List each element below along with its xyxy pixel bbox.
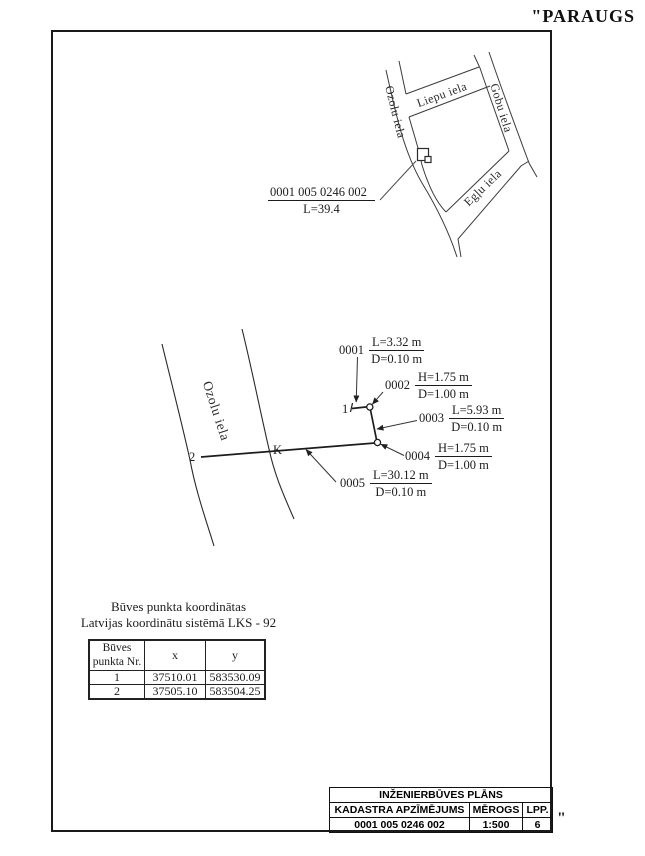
annotation-code: 0005 bbox=[340, 476, 365, 490]
point-1-tick bbox=[351, 403, 353, 412]
cell-x: 37510.01 bbox=[145, 671, 206, 685]
annotation-diameter: D=0.10 m bbox=[371, 352, 423, 366]
cell-y: 583530.09 bbox=[206, 671, 266, 685]
annotation-diameter: D=0.10 m bbox=[451, 420, 503, 434]
header-x: x bbox=[145, 640, 206, 671]
parcel-cadastre-code: 0001 005 0246 002 bbox=[268, 185, 375, 201]
header-kadastra-apzimejums: KADASTRA APZĪMĒJUMS bbox=[330, 803, 470, 818]
block-left-edge bbox=[409, 117, 446, 212]
annotation-height: H=1.75 m bbox=[435, 441, 492, 457]
street-label-eglu: Egļu iela bbox=[461, 166, 505, 209]
leader-0004 bbox=[381, 444, 404, 455]
annotation-code: 0003 bbox=[419, 411, 444, 425]
annotation-0005 bbox=[340, 468, 432, 499]
watermark-closing-quote: " bbox=[557, 810, 566, 827]
leader-0002 bbox=[372, 392, 383, 404]
annotation-code: 0004 bbox=[405, 449, 430, 463]
header-merogs: MĒROGS bbox=[470, 803, 523, 818]
title-block-title-row bbox=[330, 788, 553, 803]
annotation-0002 bbox=[385, 370, 472, 401]
point-label-2: 2 bbox=[189, 450, 196, 464]
annotation-diameter: D=1.00 m bbox=[418, 387, 469, 401]
street-label-gobu: Gobu iela bbox=[487, 81, 516, 135]
annotation-0003 bbox=[419, 403, 504, 434]
building-annex bbox=[425, 157, 431, 163]
value-merogs: 1:500 bbox=[470, 818, 523, 833]
title-block-header-row bbox=[330, 803, 553, 818]
cell-nr: 1 bbox=[89, 671, 145, 685]
coordinates-table bbox=[88, 639, 266, 700]
value-kadastra-apzimejums: 0001 005 0246 002 bbox=[330, 818, 470, 833]
header-y: y bbox=[206, 640, 266, 671]
parcel-leader-line bbox=[380, 161, 416, 200]
table-row bbox=[89, 685, 265, 700]
pipe-connector-wells bbox=[371, 410, 377, 440]
street-label-ozolu-detail: Ozolu iela bbox=[199, 379, 234, 443]
annotation-length: L=3.32 m bbox=[369, 335, 424, 351]
annotation-code: 0002 bbox=[385, 378, 410, 392]
parcel-label bbox=[268, 185, 375, 217]
table-row bbox=[89, 671, 265, 685]
parcel-length: L=39.4 bbox=[303, 202, 340, 217]
coord-title-line1: Būves punkta koordinātas bbox=[110, 599, 247, 614]
annotation-diameter: D=0.10 m bbox=[375, 485, 427, 499]
cell-y: 583504.25 bbox=[206, 685, 266, 700]
cell-x: 37505.10 bbox=[145, 685, 206, 700]
annotation-diameter: D=1.00 m bbox=[438, 458, 489, 472]
annotation-length: L=5.93 m bbox=[449, 403, 504, 419]
title-block bbox=[329, 787, 553, 833]
annotation-length: L=30.12 m bbox=[370, 468, 432, 484]
pipe-run-2-to-well bbox=[201, 443, 375, 457]
leader-0003 bbox=[377, 421, 417, 430]
annotation-height: H=1.75 m bbox=[415, 370, 472, 386]
table-header-row bbox=[89, 640, 265, 671]
watermark-paraugs: "PARAUGS bbox=[531, 6, 635, 26]
leader-0005 bbox=[306, 450, 336, 483]
coord-table-title bbox=[71, 599, 286, 630]
street-label-liepu: Liepu iela bbox=[414, 79, 469, 111]
header-buves-punkta-nr: Būves punkta Nr. bbox=[89, 640, 145, 671]
coord-title-line2: Latvijas koordinātu sistēmā LKS - 92 bbox=[80, 614, 277, 630]
annotation-0001 bbox=[339, 335, 424, 366]
header-lpp: LPP. bbox=[523, 803, 553, 818]
title-block-value-row bbox=[330, 818, 553, 833]
street-label-ozolu-map: Ozolu iela bbox=[382, 84, 409, 140]
detail-street-left-curb bbox=[162, 344, 214, 546]
cell-nr: 2 bbox=[89, 685, 145, 700]
annotation-code: 0001 bbox=[339, 343, 364, 357]
street-ozolu-right-edge-top bbox=[399, 61, 406, 94]
manhole-lower bbox=[374, 439, 380, 445]
value-lpp: 6 bbox=[523, 818, 553, 833]
detail-street-right-curb bbox=[242, 329, 294, 519]
title-block-title: INŽENIERBŪVES PLĀNS bbox=[330, 788, 553, 803]
point-label-k: K bbox=[273, 443, 283, 457]
manhole-upper bbox=[367, 404, 373, 410]
point-label-1: 1 bbox=[342, 402, 349, 416]
pipe-run-1-segment bbox=[352, 407, 367, 409]
